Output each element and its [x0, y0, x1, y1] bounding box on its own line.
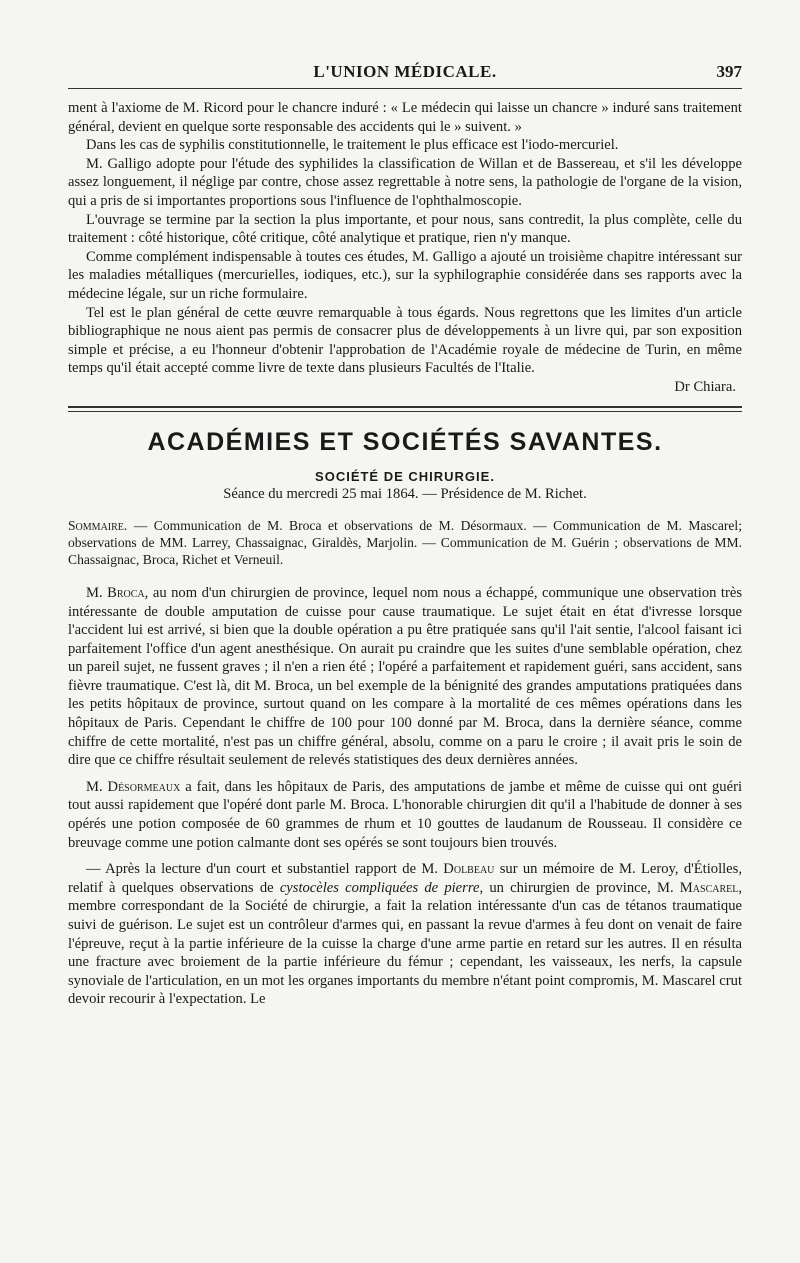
- paragraph-broca: [68, 584, 742, 770]
- page-number: 397: [716, 62, 742, 81]
- running-title: L'UNION MÉDICALE.: [313, 62, 497, 81]
- section-divider: [68, 406, 742, 412]
- paragraph-classification: M. Galligo adopte pour l'étude des syphilides la classification de Willan et de Bassereau, et s'il les développe assez longuement, il néglige par contre, chose assez regrettable à notre sens, la pathologie de l'organe de la vision, qui a pris de si importantes proportions sous l'influence de l'ophthalmoscopie.: [68, 155, 742, 209]
- paragraph-ricord-quote: ment à l'axiome de M. Ricord pour le chancre induré : « Le médecin qui laisse un chancre » induré sans traitement général, devient en quelque sorte responsable des accidents qui le » suivent. »: [68, 100, 742, 135]
- paragraph-third-chapter: Comme complément indispensable à toutes ces études, M. Galligo a ajouté un troisième chapitre intéressant sur les maladies métalliques (mercurielles, iodiques, etc.), sur la syphilographie considérée dans ses rapports avec la médecine légale, sur un riche formulaire.: [68, 248, 742, 302]
- broca-text: , au nom d'un chirurgien de province, lequel nom nous a échappé, communique une observation très intéressante de double amputation de cuisse pour cause traumatique. Le sujet était en état d'ivresse lorsque l'accident lui est arrivé, si bien que la double opération a pu être pratiquée sans qu'il l'ait sentie, l'alcool faisant ici parfaitement l'office d'un agent anesthésique. On aurait pu craindre que les suites d'une semblable opération, chez un pareil sujet, ne fussent graves ; il n'en a rien été ; l'opéré a parfaitement et rapidement guéri, sans accident, sans fièvre traumatique. C'est là, dit M. Broca, un bel exemple de la bénignité des grandes amputations pratiquées dans les petits hôpitaux de province, surtout quand on les compare à la mortalité de ces mêmes opérations dans les hôpitaux de Paris. Cependant le chiffre de 100 pour 100 donné par M. Broca, dans la dernière séance, comme chiffre de cette mortalité, n'est pas un chiffre général, absolu, comme on a paru le croire ; il avait pris le soin de dire que ce chiffre résultait seulement de relevés statistiques des deux dernières années.: [68, 584, 743, 769]
- cystocele-title: cystocèles compliquées de pierre: [279, 879, 480, 896]
- summary-text: — Communication de M. Broca et observations de M. Désormaux. — Communication de M. Mascarel; observations de MM. Larrey, Chassaignac, Giraldès, Marjolin. — Communication de M. Guérin ; observations de MM. Chassaignac, Broca, Richet et Verneuil.: [68, 517, 742, 567]
- section-title: ACADÉMIES ET SOCIÉTÉS SAVANTES.: [147, 427, 663, 456]
- mascarel-mid1: sur un mémoire de M. Leroy, d'Étiolles, relatif à quelques observations de: [68, 861, 742, 896]
- paragraph-syphilis-treatment: Dans les cas de syphilis constitutionnelle, le traitement le plus efficace est l'iodo-mercuriel.: [86, 137, 619, 154]
- speaker-dolbeau: M. Dolbeau: [421, 861, 495, 878]
- author-signature: Dr Chiara.: [674, 378, 736, 395]
- speaker-desormeaux: M. Désormeaux: [86, 778, 181, 795]
- mascarel-intro: — Après la lecture d'un court et substantiel rapport de: [86, 861, 422, 878]
- session-body: [68, 584, 742, 1009]
- running-header: [68, 58, 742, 89]
- paragraph-mascarel: [68, 860, 742, 1009]
- speaker-broca: M. Broca: [86, 584, 145, 601]
- society-heading: SOCIÉTÉ DE CHIRURGIE.: [315, 468, 495, 484]
- mascarel-rest: , membre correspondant de la Société de chirurgie, a fait la relation intéressante d'un cas de tétanos traumatique suivi de guérison. Le sujet est un contrôleur d'armes qui, en passant la revue d'armes à feu dont on venait de faire l'épreuve, reçut à la partie inférieure de la cuisse la charge d'une arme partie en retard sur les autres. Il en résulta une fracture avec broiement de la partie inférieure du fémur ; cependant, les vaisseaux, les nerfs, la capsule synoviale de l'articulation, en un mot les organes importants du membre n'étant point compromis, M. Mascarel crut devoir recourir à l'expectation. Le: [68, 879, 743, 1008]
- paragraph-desormeaux: [68, 778, 742, 852]
- session-line: Séance du mercredi 25 mai 1864. — Présidence de M. Richet.: [223, 485, 587, 502]
- session-summary: [68, 517, 742, 568]
- summary-label: Sommaire.: [68, 517, 128, 533]
- mascarel-mid2: , un chirurgien de province,: [479, 879, 657, 896]
- book-review-continuation: [68, 99, 742, 396]
- desormeaux-text: a fait, dans les hôpitaux de Paris, des amputations de jambe et même de cuisse qui ont guéri tout aussi rapidement que l'opéré dont parle M. Broca. L'honorable chirurgien dit qu'il a l'habitude de donner à ses opérés une potion composée de 60 grammes de rhum et 10 gouttes de laudanum de Rousseau. Il considère ce breuvage comme une potion calmante dont ses opérés se sont toujours bien trouvés.: [68, 778, 742, 851]
- paragraph-treatment-section: L'ouvrage se termine par la section la plus importante, et pour nous, sans contredit, la plus complète, celle du traitement : côté historique, côté critique, côté analytique et pratique, rien n'y manque.: [68, 211, 742, 247]
- speaker-mascarel: M. Mascarel: [656, 879, 739, 896]
- paragraph-conclusion: Tel est le plan général de cette œuvre remarquable à tous égards. Nous regrettons que les limites d'un article bibliographique ne nous aient pas permis de consacrer plus de développements à un livre qui, par son exposition simple et précise, a eu l'honneur d'obtenir l'approbation de l'Académie royale de médecine de Turin, en même temps qu'il était accepté comme livre de texte dans plusieurs Facultés de l'Italie.: [68, 304, 742, 377]
